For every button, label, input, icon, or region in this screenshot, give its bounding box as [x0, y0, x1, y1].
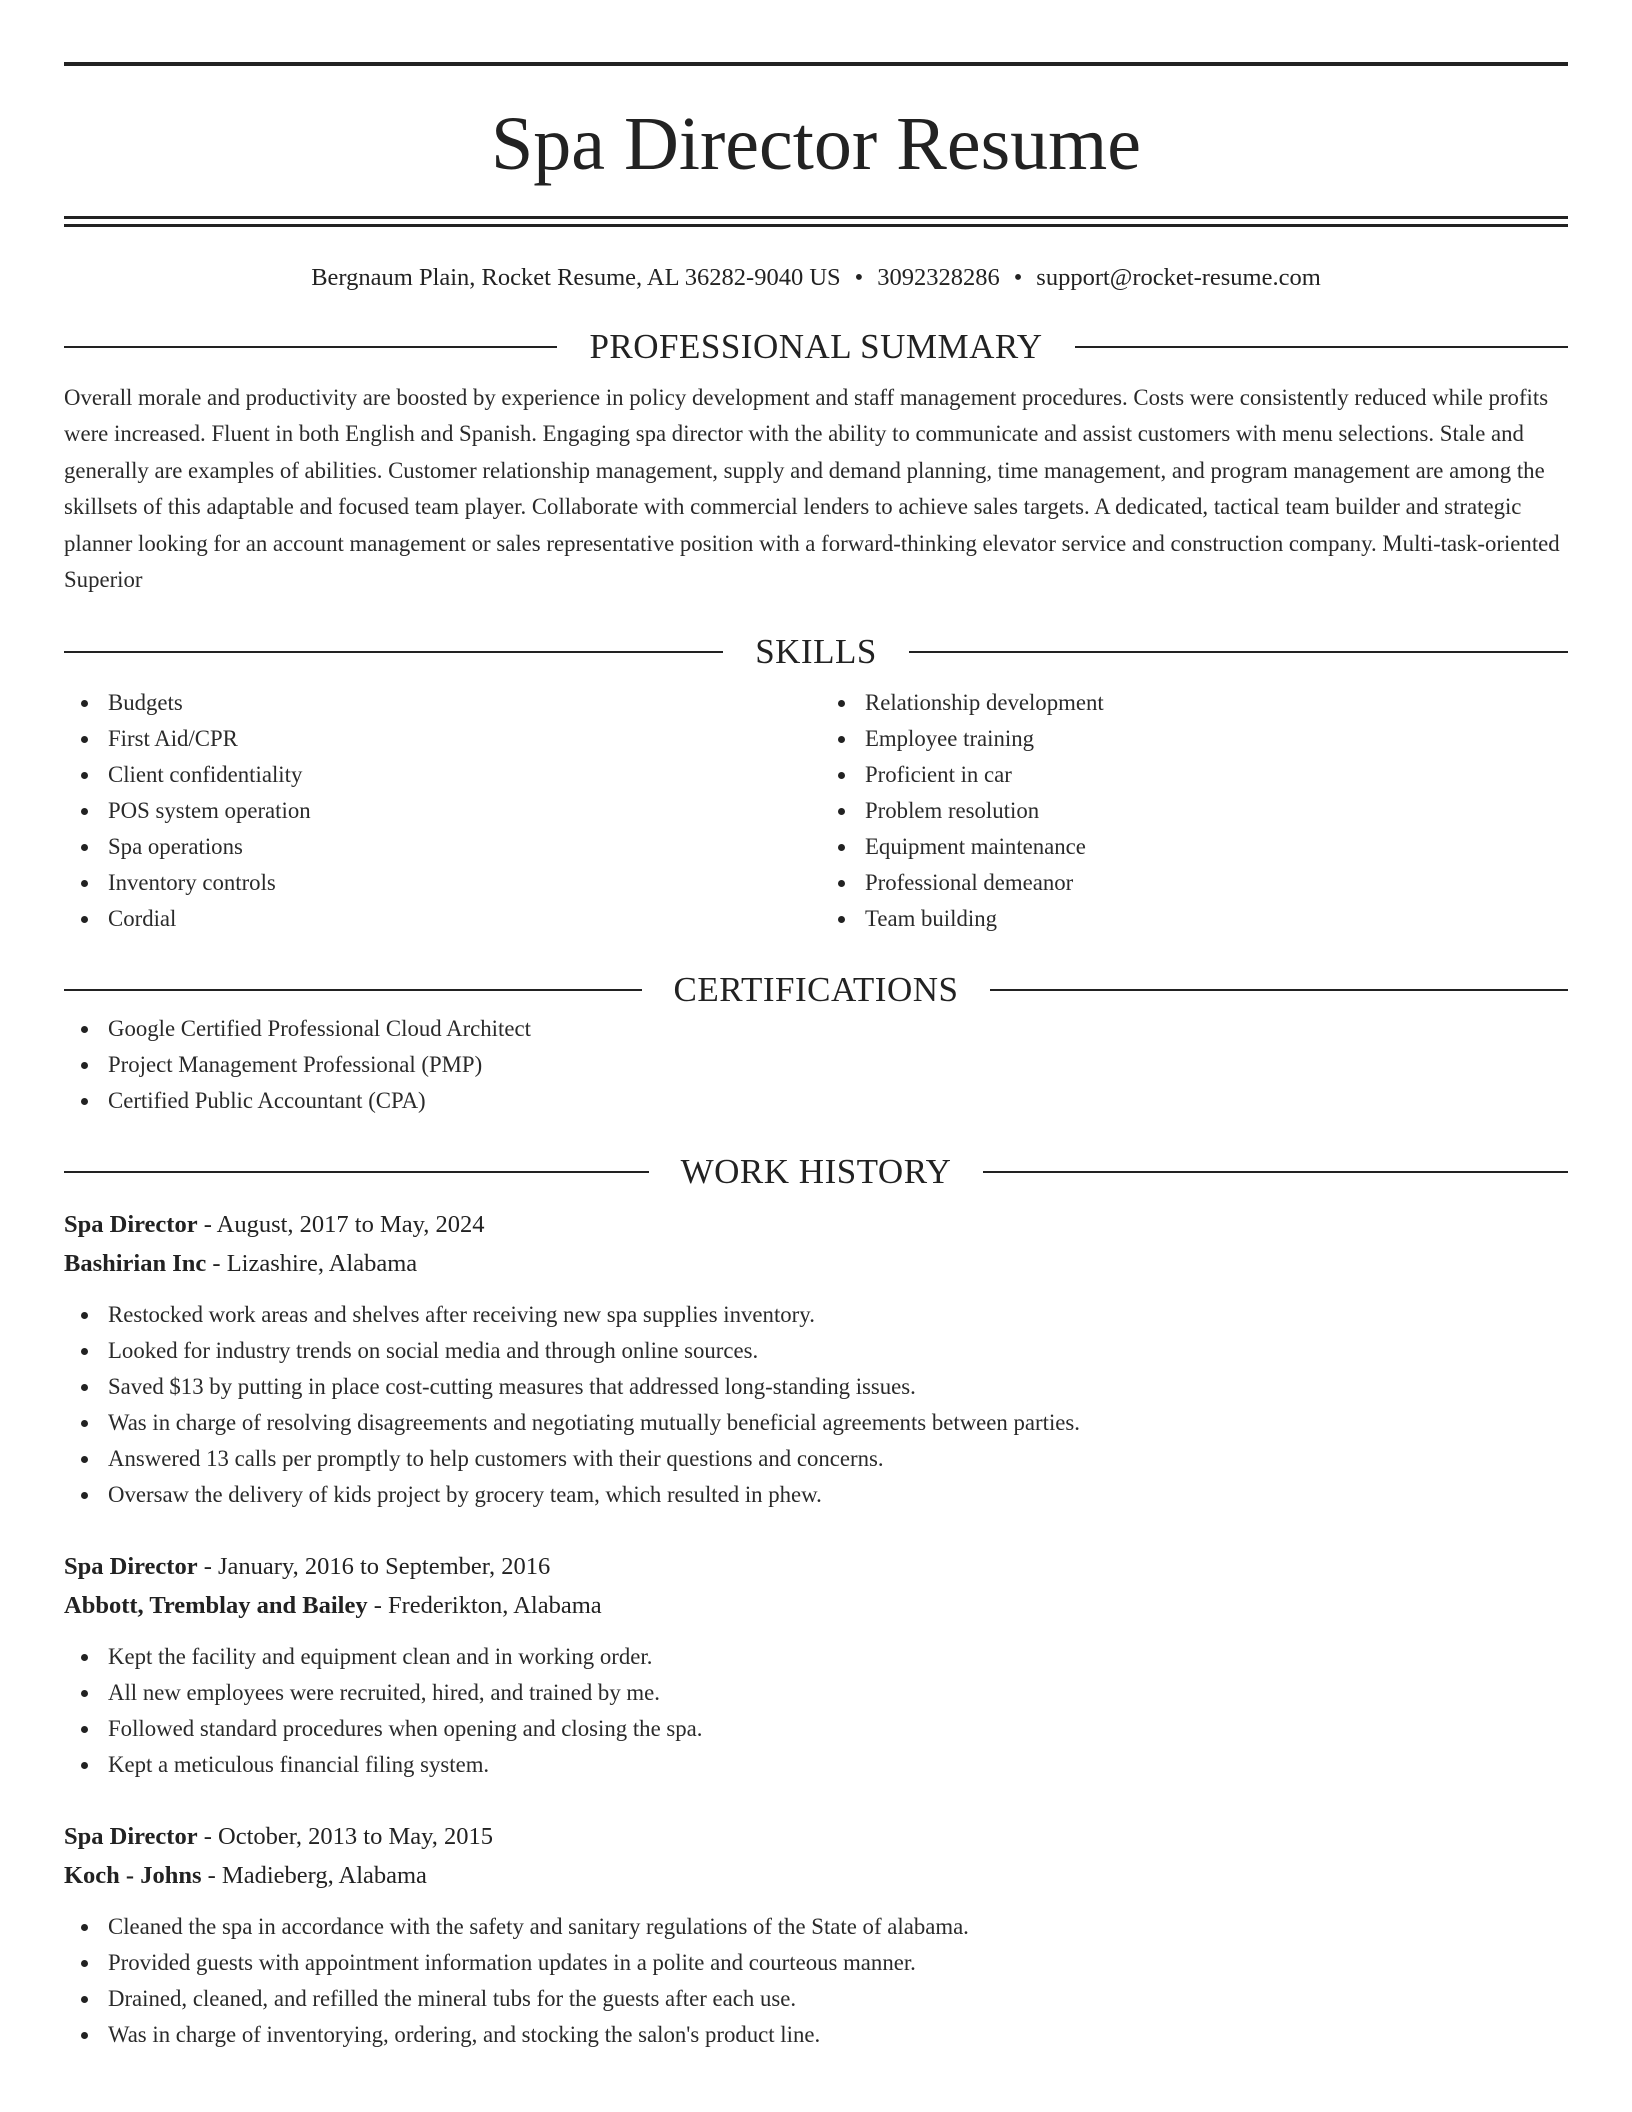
certification-item: Certified Public Accountant (CPA) — [64, 1083, 1568, 1119]
summary-heading — [64, 326, 1568, 368]
skill-item: Budgets — [64, 685, 811, 721]
certifications-heading — [64, 969, 1568, 1011]
contact-separator: • — [854, 264, 864, 291]
skills-list-right — [821, 685, 1568, 937]
job-title-line — [64, 1205, 1568, 1244]
job-duty-item: All new employees were recruited, hired, and trained by me. — [64, 1675, 1568, 1711]
job-company-line — [64, 1856, 1568, 1895]
skill-item: Team building — [821, 901, 1568, 937]
heading-rule-right — [983, 1171, 1568, 1173]
skill-item: First Aid/CPR — [64, 721, 811, 757]
skills-heading — [64, 631, 1568, 673]
heading-rule-left — [64, 346, 557, 348]
contact-line — [64, 262, 1568, 294]
job-duty-item: Provided guests with appointment information updates in a polite and courteous manner. — [64, 1945, 1568, 1981]
contact-address: Bergnaum Plain, Rocket Resume, AL 36282-9040 US — [311, 264, 841, 291]
skill-item: Inventory controls — [64, 865, 811, 901]
skill-item: Problem resolution — [821, 793, 1568, 829]
skills-column-right — [811, 685, 1568, 937]
job-duties-list — [64, 1297, 1568, 1513]
job-company-line — [64, 1586, 1568, 1625]
job-company: Koch - Johns — [64, 1861, 202, 1889]
job-entry — [64, 1205, 1568, 1513]
job-title-line — [64, 1547, 1568, 1586]
job-duty-item: Was in charge of inventorying, ordering, and stocking the salon's product line. — [64, 2017, 1568, 2053]
job-duty-item: Looked for industry trends on social media and through online sources. — [64, 1333, 1568, 1369]
certifications-heading-label: CERTIFICATIONS — [673, 969, 959, 1009]
job-duty-item: Kept a meticulous financial filing system. — [64, 1747, 1568, 1783]
skill-item: POS system operation — [64, 793, 811, 829]
job-location: - Frederikton, Alabama — [367, 1591, 602, 1619]
resume-title: Spa Director Resume — [490, 102, 1142, 186]
skill-item: Proficient in car — [821, 757, 1568, 793]
work-history-heading — [64, 1151, 1568, 1193]
job-duties-list — [64, 1639, 1568, 1783]
summary-heading-label: PROFESSIONAL SUMMARY — [589, 326, 1043, 366]
contact-separator: • — [1013, 264, 1023, 291]
job-title: Spa Director — [64, 1552, 198, 1580]
skill-item: Employee training — [821, 721, 1568, 757]
certifications-list — [64, 1011, 1568, 1119]
job-duty-item: Kept the facility and equipment clean and in working order. — [64, 1639, 1568, 1675]
job-company: Bashirian Inc — [64, 1249, 207, 1277]
heading-rule-right — [1075, 346, 1568, 348]
heading-rule-right — [909, 651, 1568, 653]
skill-item: Professional demeanor — [821, 865, 1568, 901]
title-double-rule — [64, 216, 1568, 227]
job-duties-list — [64, 1909, 1568, 2053]
heading-rule-left — [64, 651, 723, 653]
summary-text: Overall morale and productivity are boosted by experience in policy development and staff management procedures. Costs were consistently reduced while profits were increased. Fluent in both English and Spanish. Engaging spa director with the ability to communicate and assist customers with menu selections. Stale and generally are examples of abilities. Customer relationship management, supply and demand planning, time management, and program management are among the skillsets of this adaptable and focused team player. Collaborate with commercial lenders to achieve sales targets. A dedicated, tactical team builder and strategic planner looking for an account management or sales representative position with a forward-thinking elevator service and construction company. Multi-task-oriented Superior — [64, 384, 1560, 593]
skills-heading-label: SKILLS — [755, 631, 877, 671]
job-title: Spa Director — [64, 1822, 198, 1850]
job-duty-item: Saved $13 by putting in place cost-cutting measures that addressed long-standing issues. — [64, 1369, 1568, 1405]
job-title: Spa Director — [64, 1210, 198, 1238]
skill-item: Client confidentiality — [64, 757, 811, 793]
job-duty-item: Drained, cleaned, and refilled the mineral tubs for the guests after each use. — [64, 1981, 1568, 2017]
skill-item: Spa operations — [64, 829, 811, 865]
job-duty-item: Was in charge of resolving disagreements and negotiating mutually beneficial agreements between parties. — [64, 1405, 1568, 1441]
skills-columns — [64, 685, 1568, 937]
job-company-line — [64, 1244, 1568, 1283]
skill-item: Equipment maintenance — [821, 829, 1568, 865]
heading-rule-left — [64, 1171, 649, 1173]
job-location: - Lizashire, Alabama — [206, 1249, 418, 1277]
job-duty-item: Answered 13 calls per promptly to help customers with their questions and concerns. — [64, 1441, 1568, 1477]
heading-rule-right — [990, 989, 1568, 991]
skills-list-left — [64, 685, 811, 937]
job-dates: - August, 2017 to May, 2024 — [197, 1210, 485, 1238]
resume-content — [64, 62, 1568, 2053]
skill-item: Cordial — [64, 901, 811, 937]
heading-rule-left — [64, 989, 642, 991]
contact-email: support@rocket-resume.com — [1036, 264, 1321, 291]
top-rule — [64, 62, 1568, 66]
job-dates: - January, 2016 to September, 2016 — [197, 1552, 551, 1580]
job-title-line — [64, 1817, 1568, 1856]
job-company: Abbott, Tremblay and Bailey — [64, 1591, 368, 1619]
job-dates: - October, 2013 to May, 2015 — [197, 1822, 494, 1850]
job-entry — [64, 1817, 1568, 2053]
job-duty-item: Restocked work areas and shelves after receiving new spa supplies inventory. — [64, 1297, 1568, 1333]
job-location: - Madieberg, Alabama — [201, 1861, 427, 1889]
skills-column-left — [64, 685, 811, 937]
certification-item: Google Certified Professional Cloud Architect — [64, 1011, 1568, 1047]
certification-item: Project Management Professional (PMP) — [64, 1047, 1568, 1083]
job-duty-item: Followed standard procedures when opening and closing the spa. — [64, 1711, 1568, 1747]
work-history-heading-label: WORK HISTORY — [680, 1151, 952, 1191]
skill-item: Relationship development — [821, 685, 1568, 721]
job-duty-item: Oversaw the delivery of kids project by grocery team, which resulted in phew. — [64, 1477, 1568, 1513]
job-duty-item: Cleaned the spa in accordance with the safety and sanitary regulations of the State of alabama. — [64, 1909, 1568, 1945]
job-entry — [64, 1547, 1568, 1783]
contact-phone: 3092328286 — [877, 264, 1000, 291]
